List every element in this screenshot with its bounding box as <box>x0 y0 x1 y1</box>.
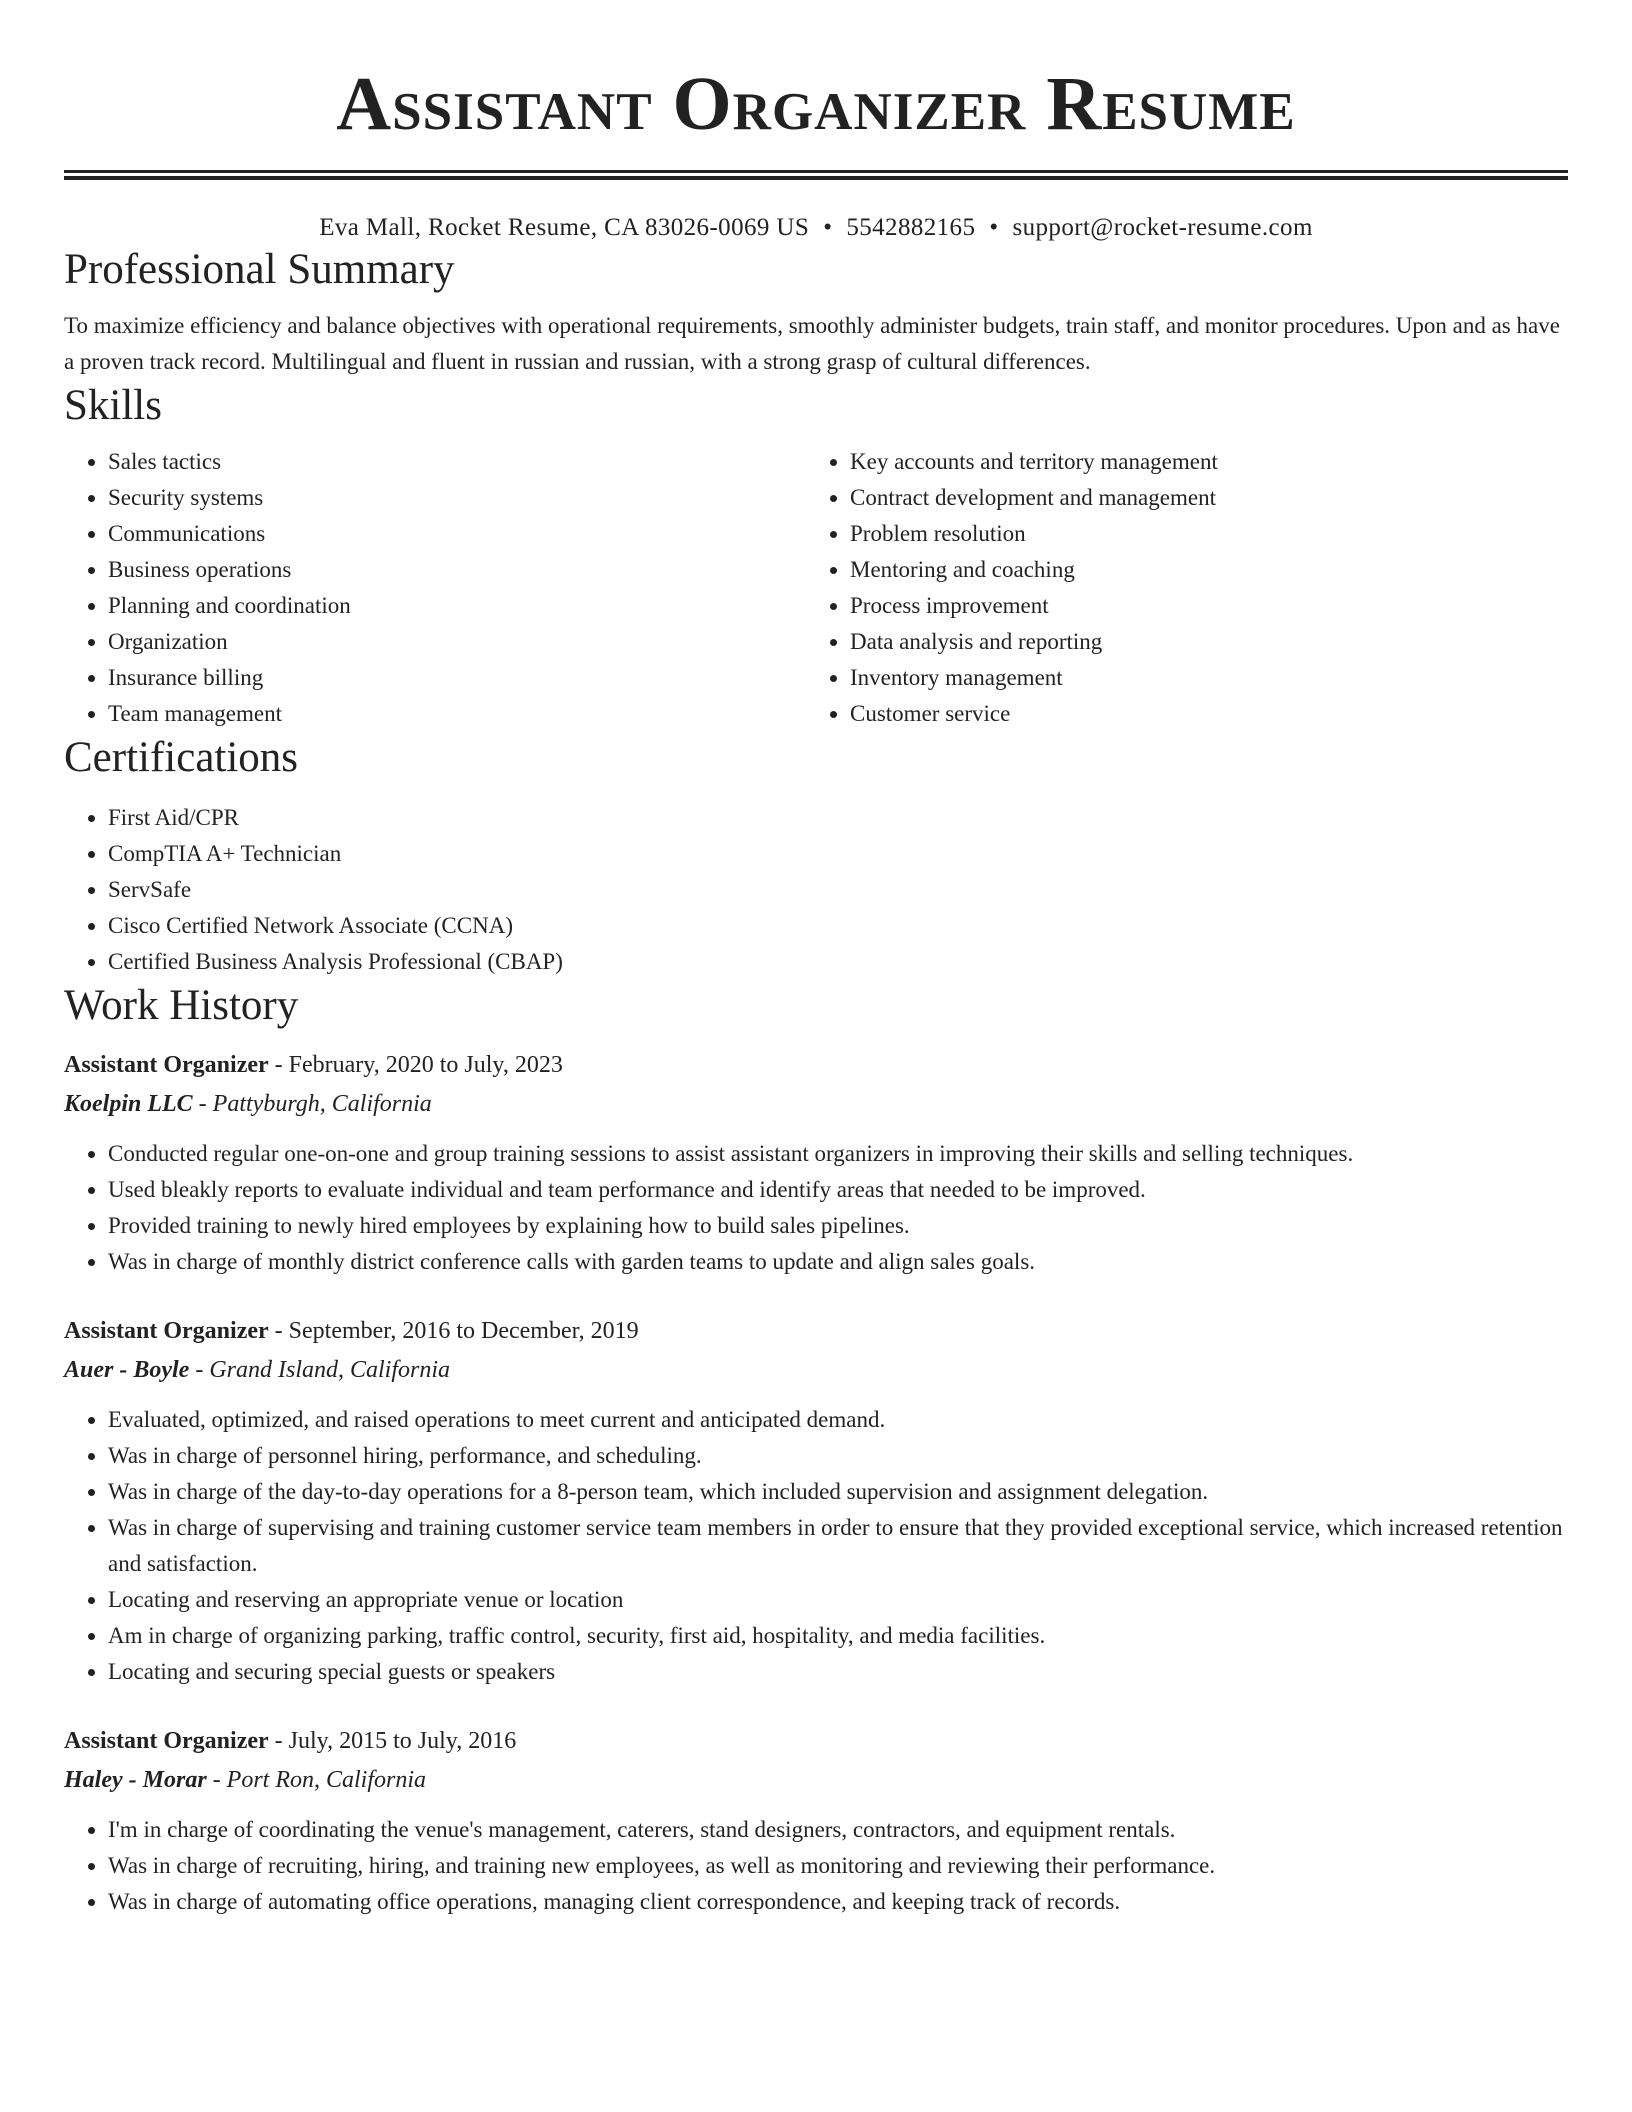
skill-item: • Contract development and management <box>850 480 1548 516</box>
certification-item: • Certified Business Analysis Professional (CBAP) <box>108 944 1568 980</box>
resume-title: Assistant Organizer Resume <box>336 62 1296 146</box>
job-bullet: • Was in charge of monthly district conference calls with garden teams to update and align sales goals. <box>108 1244 1568 1280</box>
skill-item: • Data analysis and reporting <box>850 624 1548 660</box>
job-bullet: • Was in charge of the day-to-day operations for a 8-person team, which included supervision and assignment delegation. <box>108 1474 1568 1510</box>
skill-item: • Key accounts and territory management <box>850 444 1548 480</box>
skill-item: • Insurance billing <box>108 660 806 696</box>
summary-text: To maximize efficiency and balance objectives with operational requirements, smoothly administer budgets, train staff, and monitor procedures. Upon and as have a proven track record. Multilingual and fluent in russian and russian, with a strong grasp of cultural differences. <box>64 313 1560 374</box>
skill-item: • Customer service <box>850 696 1548 732</box>
certification-item: • ServSafe <box>108 872 1568 908</box>
job-company-line: Auer - Boyle - Grand Island, California <box>64 1357 451 1383</box>
contact-separator: • <box>989 214 999 241</box>
skill-item: • Team management <box>108 696 806 732</box>
job-company: Auer - Boyle <box>64 1357 190 1383</box>
contact-email: support@rocket-resume.com <box>1012 214 1313 241</box>
certifications-list <box>64 800 1568 980</box>
job-bullet: • Locating and securing special guests or speakers <box>108 1654 1568 1690</box>
skill-item: • Planning and coordination <box>108 588 806 624</box>
job-role: Assistant Organizer <box>64 1318 269 1344</box>
skill-item: • Sales tactics <box>108 444 806 480</box>
job-header: Assistant Organizer - September, 2016 to December, 2019 <box>64 1318 639 1344</box>
work-history-heading: Work History <box>64 982 299 1029</box>
certifications-heading: Certifications <box>64 734 299 781</box>
job-role: Assistant Organizer <box>64 1728 269 1754</box>
contact-address: Eva Mall, Rocket Resume, CA 83026-0069 US <box>319 214 810 241</box>
job-location: Port Ron, California <box>226 1767 427 1793</box>
skills-list-left <box>64 444 806 732</box>
job-role: Assistant Organizer <box>64 1052 269 1078</box>
job-bullet: • Am in charge of organizing parking, traffic control, security, first aid, hospitality, and media facilities. <box>108 1618 1568 1654</box>
job-bullets <box>64 1136 1568 1280</box>
contact-phone: 5542882165 <box>846 214 976 241</box>
skill-item: • Organization <box>108 624 806 660</box>
job-bullets <box>64 1812 1568 1920</box>
job-bullet: • Locating and reserving an appropriate venue or location <box>108 1582 1568 1618</box>
skill-item: • Business operations <box>108 552 806 588</box>
resume-page <box>64 0 1568 1920</box>
job-dates: September, 2016 to December, 2019 <box>288 1318 639 1344</box>
skill-item: • Mentoring and coaching <box>850 552 1548 588</box>
skills-heading: Skills <box>64 382 162 429</box>
job-entry <box>64 1046 1568 1280</box>
skill-item: • Process improvement <box>850 588 1548 624</box>
job-dates: July, 2015 to July, 2016 <box>288 1728 517 1754</box>
job-header: Assistant Organizer - February, 2020 to July, 2023 <box>64 1052 563 1078</box>
job-entry <box>64 1312 1568 1690</box>
job-bullet: • Conducted regular one-on-one and group training sessions to assist assistant organizers in improving their skills and selling techniques. <box>108 1136 1568 1172</box>
job-company-line: Koelpin LLC - Pattyburgh, California <box>64 1091 432 1117</box>
job-company: Haley - Morar <box>64 1767 207 1793</box>
skill-item: • Inventory management <box>850 660 1548 696</box>
summary-heading: Professional Summary <box>64 246 455 293</box>
skills-list-right <box>806 444 1548 732</box>
job-bullet: • Evaluated, optimized, and raised operations to meet current and anticipated demand. <box>108 1402 1568 1438</box>
job-location: Grand Island, California <box>209 1357 451 1383</box>
certification-item: • First Aid/CPR <box>108 800 1568 836</box>
job-dates: February, 2020 to July, 2023 <box>288 1052 563 1078</box>
job-bullet: • Was in charge of recruiting, hiring, and training new employees, as well as monitoring and reviewing their performance. <box>108 1848 1568 1884</box>
job-company: Koelpin LLC <box>64 1091 193 1117</box>
certification-item: • Cisco Certified Network Associate (CCNA) <box>108 908 1568 944</box>
job-bullet: • Was in charge of personnel hiring, performance, and scheduling. <box>108 1438 1568 1474</box>
job-bullet: • I'm in charge of coordinating the venue's management, caterers, stand designers, contractors, and equipment rentals. <box>108 1812 1568 1848</box>
job-bullet: • Provided training to newly hired employees by explaining how to build sales pipelines. <box>108 1208 1568 1244</box>
skill-item: • Security systems <box>108 480 806 516</box>
job-bullet: • Used bleakly reports to evaluate individual and team performance and identify areas that needed to be improved. <box>108 1172 1568 1208</box>
job-bullets <box>64 1402 1568 1690</box>
title-divider <box>64 170 1568 180</box>
contact-separator: • <box>823 214 833 241</box>
skill-item: • Problem resolution <box>850 516 1548 552</box>
job-header: Assistant Organizer - July, 2015 to July, 2016 <box>64 1728 517 1754</box>
job-entry <box>64 1722 1568 1920</box>
skill-item: • Communications <box>108 516 806 552</box>
job-bullet: • Was in charge of automating office operations, managing client correspondence, and keeping track of records. <box>108 1884 1568 1920</box>
job-bullet: • Was in charge of supervising and training customer service team members in order to ensure that they provided exceptional service, which increased retention and satisfaction. <box>108 1510 1568 1582</box>
certification-item: • CompTIA A+ Technician <box>108 836 1568 872</box>
skills-grid <box>64 444 1568 732</box>
job-location: Pattyburgh, California <box>212 1091 432 1117</box>
contact-line <box>64 212 1568 244</box>
job-company-line: Haley - Morar - Port Ron, California <box>64 1767 427 1793</box>
